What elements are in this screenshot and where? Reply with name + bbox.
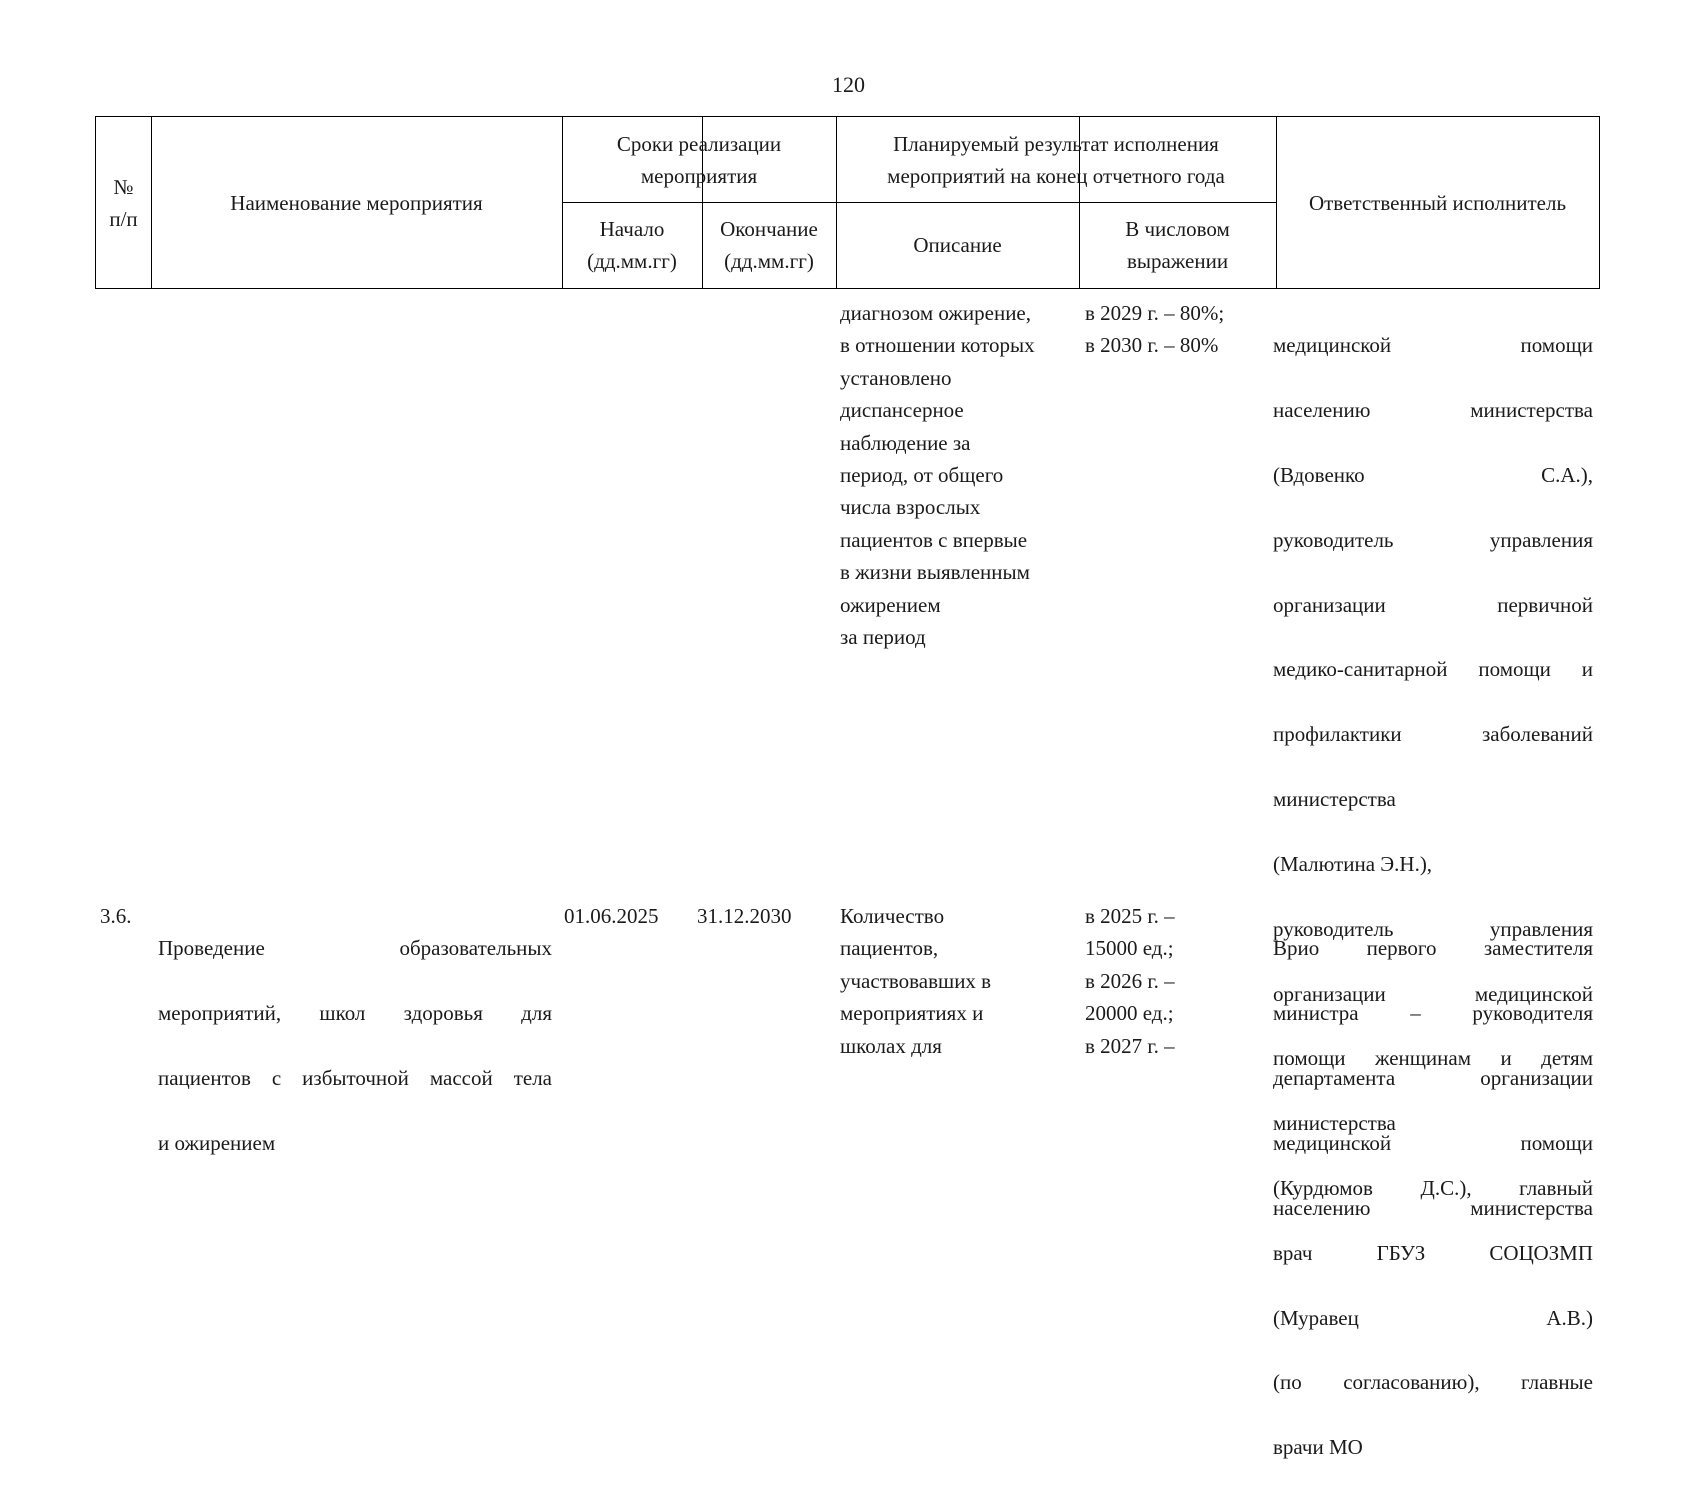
header-result: Планируемый результат исполнения мероприятий на конец отчетного года — [887, 131, 1225, 188]
responsible-line: (Муравец А.В.) — [1273, 1305, 1593, 1330]
continuation-description: диагнозом ожирение, в отношении которых установлено диспансерное наблюдение за период, от общего числа взрослых пациентов с впервые в жизни выявленным ожирением за период — [840, 301, 1035, 650]
responsible-line: населению министерства — [1273, 398, 1593, 423]
responsible-line: руководитель управления — [1273, 527, 1593, 552]
name-line: и ожирением — [158, 1130, 276, 1155]
header-responsible: Ответственный исполнитель — [1308, 190, 1567, 215]
header-numeric: В числовом выражении — [1125, 217, 1230, 273]
row-responsible — [1273, 900, 1593, 1256]
header-description: Описание — [913, 233, 1002, 257]
row-end-date: 31.12.2030 — [697, 904, 792, 928]
responsible-line: министра – руководителя — [1273, 1001, 1593, 1026]
responsible-line: (Малютина Э.Н.), — [1273, 851, 1433, 876]
responsible-line: организации первичной — [1273, 592, 1593, 617]
header-name: Наименование мероприятия — [230, 190, 483, 215]
responsible-line: министерства — [1273, 1111, 1396, 1136]
responsible-line: врачи МО — [1273, 1435, 1363, 1460]
responsible-line: врач ГБУЗ СОЦОЗМП — [1273, 1240, 1593, 1265]
header-num: № п/п — [109, 174, 138, 231]
responsible-line: помощи женщинам и детям — [1273, 1046, 1593, 1071]
responsible-line: (Курдюмов Д.С.), главный — [1273, 1175, 1593, 1200]
responsible-line: медицинской помощи — [1273, 333, 1593, 358]
name-line: Проведение образовательных — [158, 936, 552, 961]
row-number: 3.6. — [100, 904, 132, 928]
page-number: 120 — [832, 72, 865, 97]
responsible-line: населению министерства — [1273, 1195, 1593, 1220]
continuation-responsible — [1273, 297, 1593, 1496]
responsible-line: министерства — [1273, 787, 1396, 812]
name-line: мероприятий, школ здоровья для — [158, 1001, 552, 1026]
header-start: Начало (дд.мм.гг) — [587, 217, 677, 273]
table-header — [95, 116, 1600, 289]
responsible-line: руководитель управления — [1273, 916, 1593, 941]
row-description: Количество пациентов, участвовавших в мероприятиях и школах для — [840, 904, 992, 1058]
responsible-line: (по согласованию), главные — [1273, 1370, 1593, 1395]
responsible-line: профилактики заболеваний — [1273, 722, 1593, 747]
responsible-line: медико-санитарной помощи и — [1273, 657, 1593, 682]
continuation-numeric: в 2029 г. – 80%; в 2030 г. – 80% — [1085, 301, 1225, 358]
responsible-line: медицинской помощи — [1273, 1130, 1593, 1155]
responsible-line: организации медицинской — [1273, 981, 1593, 1006]
row-start-date: 01.06.2025 — [564, 904, 659, 928]
row-numeric: в 2025 г. – 15000 ед.; в 2026 г. – 20000 ед.; в 2027 г. – — [1085, 904, 1175, 1058]
row-name — [158, 900, 552, 1192]
name-line: пациентов с избыточной массой тела — [158, 1066, 552, 1091]
header-end: Окончание (дд.мм.гг) — [720, 217, 818, 273]
header-terms: Сроки реализации мероприятия — [616, 131, 782, 188]
responsible-line: Врио первого заместителя — [1273, 936, 1593, 961]
responsible-line: департамента организации — [1273, 1066, 1593, 1091]
responsible-line: (Вдовенко С.А.), — [1273, 463, 1593, 488]
